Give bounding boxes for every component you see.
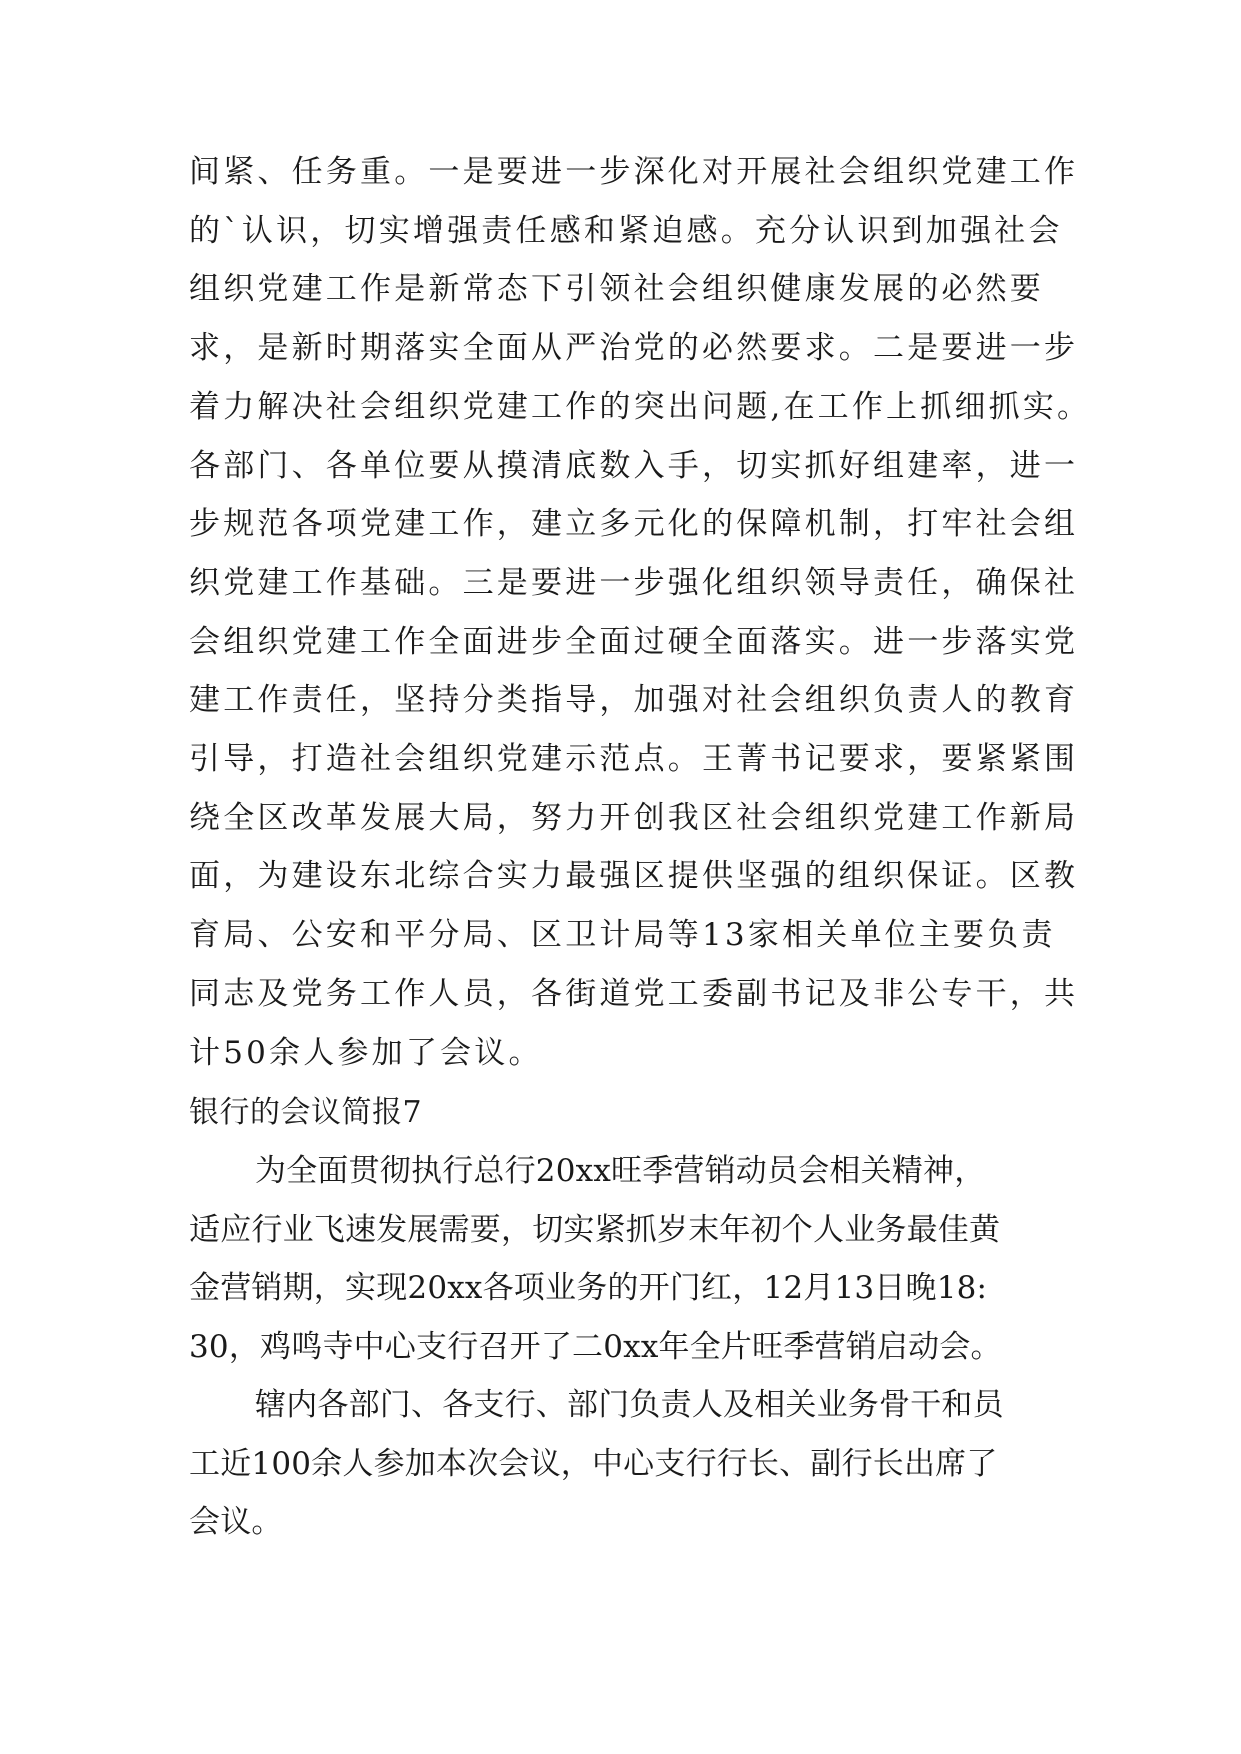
paragraph-line: 育局、公安和平分局、区卫计局等13家相关单位主要负责 (189, 917, 1056, 954)
paragraph-line: 织党建工作基础。三是要进一步强化组织领导责任，确保社 (189, 564, 1079, 601)
paragraph-line: 会议。 (189, 1504, 283, 1541)
paragraph-line: 引导，打造社会组织党建示范点。王菁书记要求，要紧紧围 (189, 741, 1079, 778)
paragraph-line: 建工作责任，坚持分类指导，加强对社会组织负责人的教育 (189, 682, 1079, 719)
paragraph-line: 面，为建设东北综合实力最强区提供坚强的组织保证。区教 (189, 858, 1079, 895)
paragraph-line: 工近100余人参加本次会议，中心支行行长、副行长出席了 (189, 1445, 998, 1482)
paragraph-line: 间紧、任务重。一是要进一步深化对开展社会组织党建工作 (189, 154, 1079, 190)
section-heading-block (189, 1084, 1069, 1142)
paragraph-line: 绕全区改革发展大局，努力开创我区社会组织党建工作新局 (189, 799, 1079, 836)
paragraph-line: 计50余人参加了会议。 (189, 1034, 543, 1071)
paragraph-line: 的`认识，切实增强责任感和紧迫感。充分认识到加强社会 (189, 212, 1063, 249)
paragraph-line: 会组织党建工作全面进步全面过硬全面落实。进一步落实党 (189, 623, 1079, 660)
paragraph-line: 求，是新时期落实全面从严治党的必然要求。二是要进一步 (189, 330, 1079, 367)
paragraph-line: 适应行业飞速发展需要，切实紧抓岁末年初个人业务最佳黄 (189, 1211, 1001, 1248)
section-title: 银行的会议简报7 (189, 1095, 423, 1130)
paragraph-party-building (189, 143, 1092, 1082)
paragraph-line: 同志及党务工作人员，各街道党工委副书记及非公专干，共 (189, 975, 1079, 1012)
paragraph-line: 30，鸡鸣寺中心支行召开了二0xx年全片旺季营销启动会。 (189, 1329, 1002, 1366)
paragraph-marketing-meeting (189, 1142, 1069, 1377)
paragraph-line: 组织党建工作是新常态下引领社会组织健康发展的必然要 (189, 271, 1044, 308)
paragraph-line: 各部门、各单位要从摸清底数入手，切实抓好组建率，进一 (189, 447, 1079, 484)
paragraph-attendees (189, 1376, 1069, 1552)
paragraph-line: 为全面贯彻执行总行20xx旺季营销动员会相关精神， (255, 1153, 986, 1189)
paragraph-line: 步规范各项党建工作，建立多元化的保障机制，打牢社会组 (189, 506, 1079, 543)
paragraph-line: 着力解决社会组织党建工作的突出问题,在工作上抓细抓实。 (189, 388, 1092, 425)
paragraph-line: 辖内各部门、各支行、部门负责人及相关业务骨干和员 (255, 1387, 1004, 1423)
paragraph-line: 金营销期，实现20xx各项业务的开门红，12月13日晚18: (189, 1270, 988, 1307)
